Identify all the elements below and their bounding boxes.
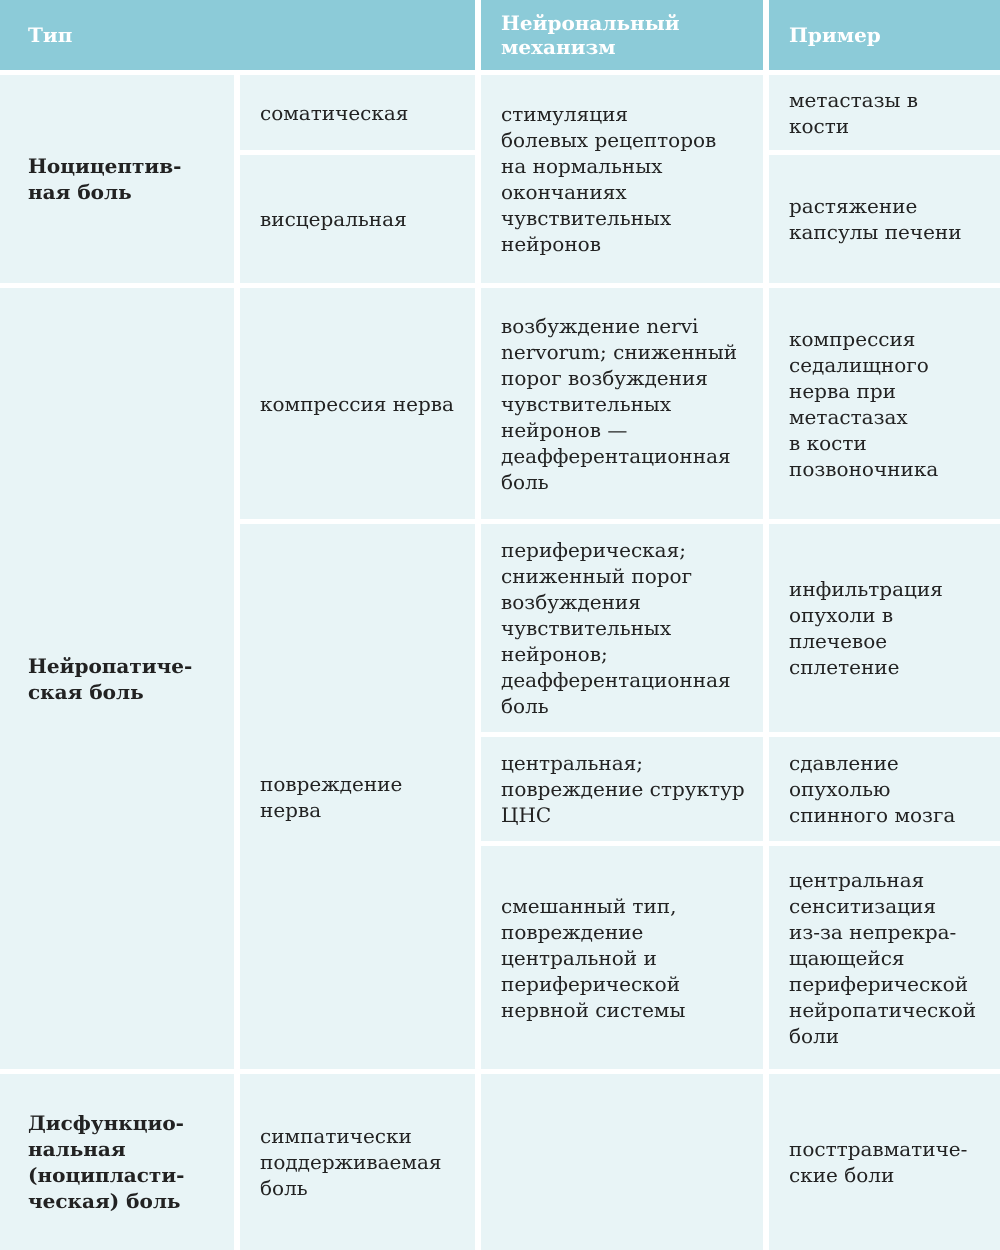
subtype-nerve-damage: повреждение нерва <box>240 524 475 1069</box>
subtype-compression: компрессия нерва <box>240 288 475 519</box>
mechanism-nociceptive: стимуляция болевых рецепторов на нормальных окончаниях чувствительных нейронов <box>481 75 763 283</box>
example-peripheral: инфильтрация опухоли в плечевое сплетение <box>769 524 1000 732</box>
example-dysfunctional: посттравматиче- ские боли <box>769 1074 1000 1250</box>
example-mixed: центральная сенситизация из-за непрекра- щающейся периферической нейропатической боли <box>769 846 1000 1069</box>
example-compression: компрессия седалищного нерва при метастазах в кости позвоночника <box>769 288 1000 519</box>
group-neuropathic: Нейропатиче- ская боль <box>0 288 234 1069</box>
mechanism-compression: возбуждение nervi nervorum; сниженный порог возбуждения чувствительных нейронов — деафферентационная боль <box>481 288 763 519</box>
group-nociceptive: Ноцицептив- ная боль <box>0 75 234 283</box>
header-mechanism: Нейрональный механизм <box>481 0 763 70</box>
example-somatic: метастазы в кости <box>769 75 1000 150</box>
example-central: сдавление опухолью спинного мозга <box>769 737 1000 841</box>
group-dysfunctional: Дисфункцио- нальная (ноципласти- ческая) боль <box>0 1074 234 1250</box>
subtype-sympathetic: симпатически поддерживаемая боль <box>240 1074 475 1250</box>
subtype-somatic: соматическая <box>240 75 475 150</box>
subtype-visceral: висцеральная <box>240 155 475 283</box>
mechanism-dysfunctional <box>481 1074 763 1250</box>
mechanism-mixed: смешанный тип, повреждение центральной и периферической нервной системы <box>481 846 763 1069</box>
mechanism-peripheral: периферическая; сниженный порог возбуждения чувствительных нейронов; деафферентационная боль <box>481 524 763 732</box>
example-visceral: растяжение капсулы печени <box>769 155 1000 283</box>
header-example: Пример <box>769 0 1000 70</box>
header-type: Тип <box>0 0 475 70</box>
mechanism-central: центральная; повреждение структур ЦНС <box>481 737 763 841</box>
